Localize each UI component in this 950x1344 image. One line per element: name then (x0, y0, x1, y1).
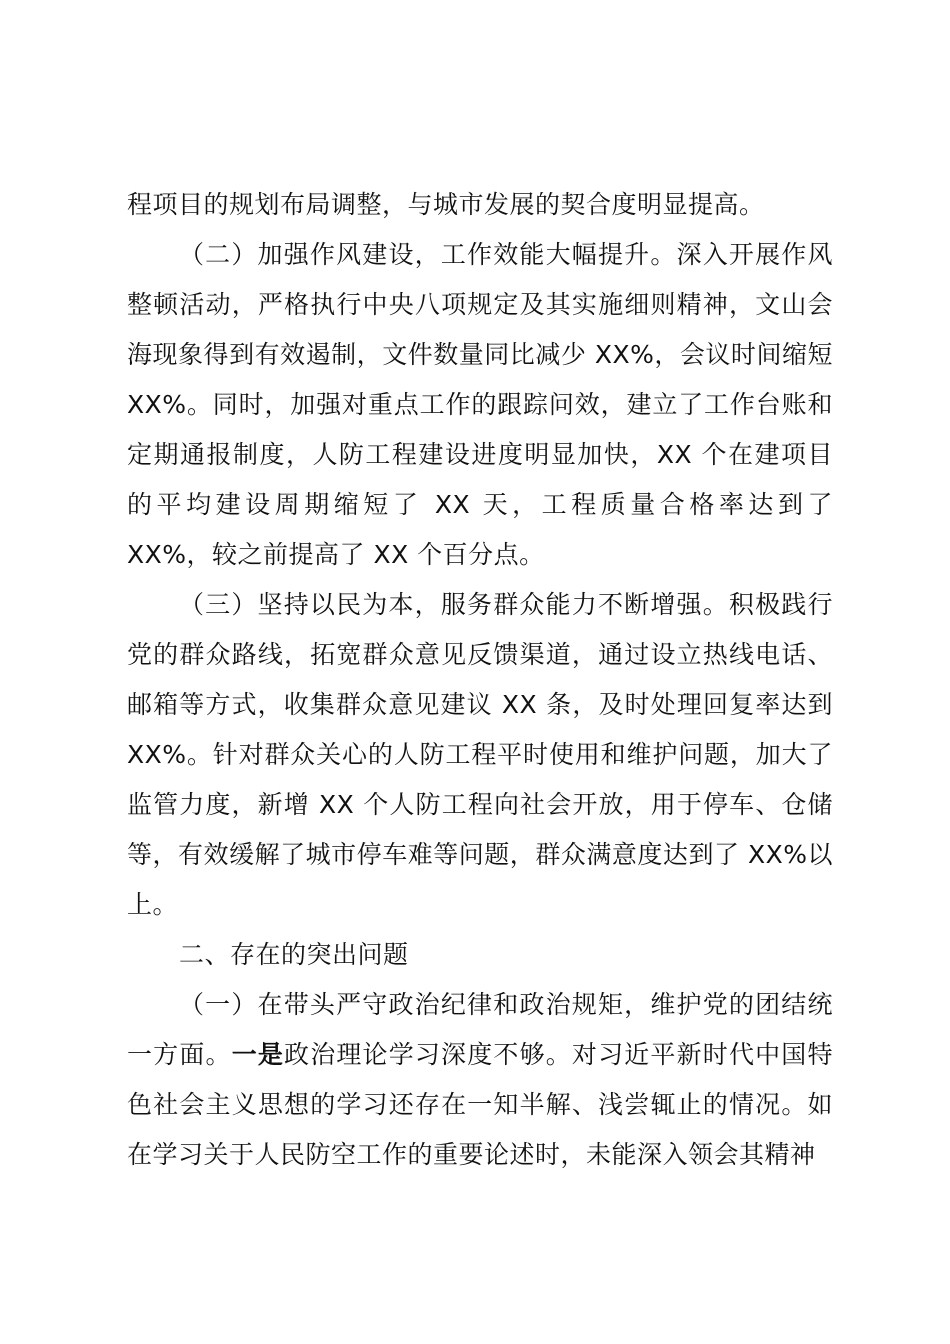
paragraph-rest: 政治理论学习深度不够。对习近平新时代中国特色社会主义思想的学习还存在一知半解、浅尝辄止的情况。如在学习关于人民防空工作的重要论述时，未能深入领会其精神 (127, 1040, 833, 1169)
section-heading: 二、存在的突出问题 (179, 940, 409, 969)
paragraph-continued: 程项目的规划布局调整，与城市发展的契合度明显提高。 (127, 190, 765, 219)
paragraph-serve-people: （三）坚持以民为本，服务群众能力不断增强。积极践行党的群众路线，拓宽群众意见反馈渠道，通过设立热线电话、邮箱等方式，收集群众意见建议 XX 条，及时处理回复率达到 XX%。针对群众关心的人防工程平时使用和维护问题，加大了监管力度，新增 XX 个人防工程向社会开放，用于停车、仓储等，有效缓解了城市停车难等问题，群众满意度达到了 XX%以上。 (127, 590, 833, 919)
paragraph-political-discipline (127, 980, 833, 1180)
document-body (127, 180, 833, 1180)
paragraph-lead: （一）在带头严守政治纪律和政治规矩，维护党的团结统一方面。 (127, 990, 833, 1069)
point-marker: 一是 (231, 1040, 285, 1069)
paragraph-work-style: （二）加强作风建设，工作效能大幅提升。深入开展作风整顿活动，严格执行中央八项规定及其实施细则精神，文山会海现象得到有效遏制，文件数量同比减少 XX%，会议时间缩短 XX%。同时，加强对重点工作的跟踪问效，建立了工作台账和定期通报制度，人防工程建设进度明显加快，XX 个在建项目的平均建设周期缩短了 XX 天，工程质量合格率达到了 XX%，较之前提高了 XX 个百分点。 (127, 240, 833, 569)
